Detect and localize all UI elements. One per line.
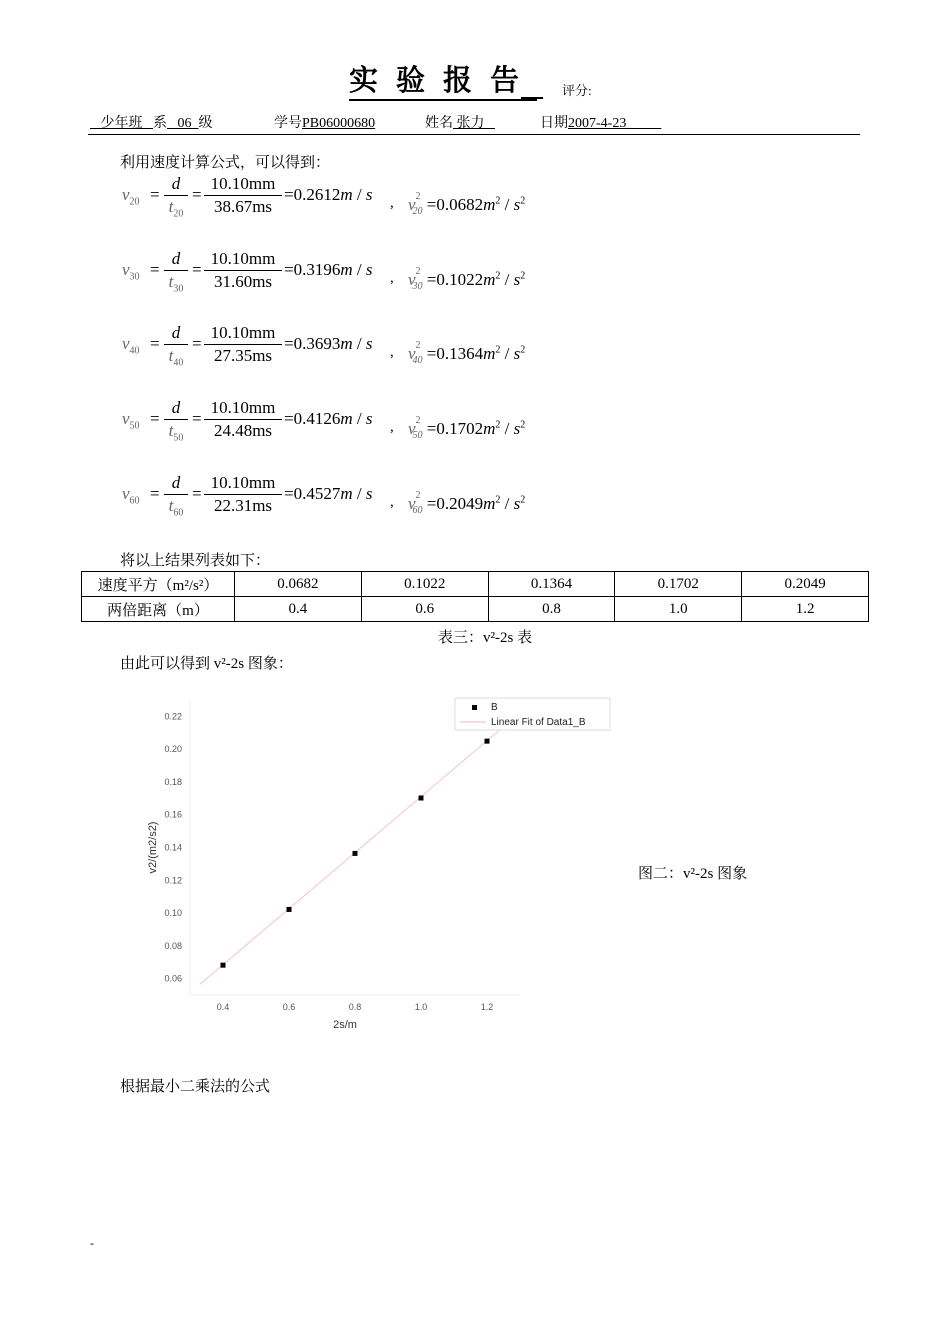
t-symbol: $t_{40}$ bbox=[164, 344, 188, 374]
d-over-t-fraction bbox=[164, 397, 188, 449]
name-field bbox=[425, 112, 495, 132]
measurement-fraction bbox=[204, 472, 282, 517]
measurement-fraction bbox=[204, 322, 282, 367]
legend-label-b: B bbox=[491, 702, 498, 713]
velocity-formula bbox=[120, 322, 560, 372]
table-caption: 表三：v²-2s 表 bbox=[438, 630, 533, 646]
date-label: 日期 bbox=[540, 116, 568, 131]
table-cell: 0.0682 bbox=[235, 572, 362, 597]
legend-marker-b bbox=[472, 705, 477, 710]
numerator: 10.10mm bbox=[210, 249, 276, 268]
denominator: 38.67ms bbox=[204, 195, 282, 218]
y-tick-label: 0.20 bbox=[164, 744, 182, 755]
numerator: 10.10mm bbox=[210, 398, 276, 417]
y-tick-label: 0.22 bbox=[164, 711, 182, 722]
comma: , bbox=[390, 270, 394, 286]
x-tick-label: 1.0 bbox=[414, 1002, 428, 1012]
graph-text: 由此可以得到 v²-2s 图象： bbox=[120, 656, 293, 672]
x-tick-label: 0.8 bbox=[348, 1002, 362, 1012]
d-symbol: d bbox=[171, 473, 181, 492]
velocity-squared-result: $v^2_{20} =0.0682m^2 / s^2$ bbox=[408, 191, 526, 217]
y-tick-label: 0.10 bbox=[164, 908, 182, 919]
dept-label: 系 bbox=[153, 116, 167, 131]
grade-label: 级 bbox=[198, 116, 213, 131]
velocity-symbol: $v_{30}$ bbox=[122, 260, 140, 283]
d-over-t-fraction bbox=[164, 248, 188, 300]
d-over-t-fraction bbox=[164, 173, 188, 225]
equals-sign: = bbox=[192, 185, 202, 204]
y-tick-label: 0.16 bbox=[164, 809, 182, 820]
grade-value: 06 bbox=[177, 116, 192, 131]
table-cell: 0.4 bbox=[235, 597, 362, 622]
velocity-result: =0.3693m / s bbox=[284, 334, 373, 353]
name-label: 姓名 bbox=[425, 116, 453, 131]
intro-text: 利用速度计算公式，可以得到： bbox=[120, 155, 331, 171]
footer-mark: - bbox=[90, 1236, 94, 1250]
velocity-squared-result: $v^2_{30} =0.1022m^2 / s^2$ bbox=[408, 266, 526, 292]
equals-sign: = bbox=[192, 484, 202, 503]
equals-sign: = bbox=[192, 260, 202, 279]
velocity-result: =0.3196m / s bbox=[284, 260, 373, 279]
x-tick-label: 1.2 bbox=[480, 1002, 494, 1012]
velocity-symbol: $v_{50}$ bbox=[122, 409, 140, 432]
x-tick-label: 0.4 bbox=[216, 1002, 230, 1012]
velocity-formula bbox=[120, 472, 560, 522]
d-symbol: d bbox=[171, 398, 181, 417]
equals-sign: = bbox=[150, 185, 160, 204]
t-symbol: $t_{30}$ bbox=[164, 270, 188, 300]
class-field bbox=[90, 112, 213, 132]
header-rule bbox=[88, 134, 860, 135]
velocity-symbol: $v_{20}$ bbox=[122, 185, 140, 208]
y-tick-label: 0.12 bbox=[164, 875, 182, 886]
student-id-value: PB06000680 bbox=[302, 116, 376, 131]
denominator: 31.60ms bbox=[204, 270, 282, 293]
results-table bbox=[81, 571, 869, 622]
comma: , bbox=[390, 195, 394, 211]
numerator: 10.10mm bbox=[210, 323, 276, 342]
velocity-formula bbox=[120, 397, 560, 447]
data-point bbox=[221, 963, 226, 968]
y-tick-label: 0.08 bbox=[164, 940, 182, 951]
y-axis-label: v2/(m2/s2) bbox=[147, 821, 159, 874]
table-cell: 0.1022 bbox=[361, 572, 488, 597]
x-axis-label: 2s/m bbox=[333, 1019, 357, 1031]
row-label-double-distance: 两倍距离（m） bbox=[82, 597, 235, 622]
equals-sign: = bbox=[150, 409, 160, 428]
figure-caption: 图二：v²-2s 图象 bbox=[638, 866, 748, 882]
table-row bbox=[82, 572, 869, 597]
report-title: 实验报告 bbox=[349, 64, 537, 101]
d-over-t-fraction bbox=[164, 322, 188, 374]
equals-sign: = bbox=[192, 409, 202, 428]
table-cell: 0.8 bbox=[488, 597, 615, 622]
least-squares-text: 根据最小二乘法的公式 bbox=[120, 1079, 271, 1095]
denominator: 24.48ms bbox=[204, 419, 282, 442]
table-row bbox=[82, 597, 869, 622]
numerator: 10.10mm bbox=[210, 174, 276, 193]
numerator: 10.10mm bbox=[210, 473, 276, 492]
table-cell: 1.2 bbox=[742, 597, 869, 622]
y-tick-label: 0.18 bbox=[164, 776, 182, 787]
data-point bbox=[353, 851, 358, 856]
equals-sign: = bbox=[192, 334, 202, 353]
velocity-squared-result: $v^2_{60} =0.2049m^2 / s^2$ bbox=[408, 490, 526, 516]
date-value: 2007-4-23 bbox=[568, 116, 627, 131]
velocity-result: =0.4126m / s bbox=[284, 409, 373, 428]
x-tick-label: 0.6 bbox=[282, 1002, 296, 1012]
t-symbol: $t_{20}$ bbox=[164, 195, 188, 225]
data-point bbox=[419, 796, 424, 801]
legend-label-fit: Linear Fit of Data1_B bbox=[491, 717, 586, 728]
data-point bbox=[485, 739, 490, 744]
y-tick-label: 0.14 bbox=[164, 842, 182, 853]
data-point bbox=[287, 907, 292, 912]
title-underline-ext bbox=[521, 97, 543, 99]
table-cell: 0.1702 bbox=[615, 572, 742, 597]
equals-sign: = bbox=[150, 260, 160, 279]
velocity-symbol: $v_{60}$ bbox=[122, 484, 140, 507]
student-id-label: 学号 bbox=[274, 116, 302, 131]
measurement-fraction bbox=[204, 248, 282, 293]
table-cell: 1.0 bbox=[615, 597, 742, 622]
d-symbol: d bbox=[171, 323, 181, 342]
velocity-formula bbox=[120, 248, 560, 298]
velocity-formula bbox=[120, 173, 560, 223]
score-label: 评分: bbox=[562, 83, 592, 98]
comma: , bbox=[390, 344, 394, 360]
t-symbol: $t_{50}$ bbox=[164, 419, 188, 449]
d-symbol: d bbox=[171, 249, 181, 268]
velocity-result: =0.2612m / s bbox=[284, 185, 373, 204]
denominator: 27.35ms bbox=[204, 344, 282, 367]
table-cell: 0.1364 bbox=[488, 572, 615, 597]
equals-sign: = bbox=[150, 334, 160, 353]
measurement-fraction bbox=[204, 397, 282, 442]
velocity-squared-result: $v^2_{50} =0.1702m^2 / s^2$ bbox=[408, 415, 526, 441]
y-tick-label: 0.06 bbox=[164, 973, 182, 984]
row-label-speed-squared: 速度平方（m²/s²） bbox=[82, 572, 235, 597]
equals-sign: = bbox=[150, 484, 160, 503]
velocity-squared-result: $v^2_{40} =0.1364m^2 / s^2$ bbox=[408, 340, 526, 366]
class-value: 少年班 bbox=[100, 116, 143, 131]
d-over-t-fraction bbox=[164, 472, 188, 524]
date-field bbox=[540, 112, 661, 132]
student-id-field bbox=[274, 112, 375, 132]
comma: , bbox=[390, 494, 394, 510]
table-cell: 0.6 bbox=[361, 597, 488, 622]
measurement-fraction bbox=[204, 173, 282, 218]
d-symbol: d bbox=[171, 174, 181, 193]
t-symbol: $t_{60}$ bbox=[164, 494, 188, 524]
v2-2s-chart bbox=[130, 690, 630, 1040]
velocity-symbol: $v_{40}$ bbox=[122, 334, 140, 357]
velocity-result: =0.4527m / s bbox=[284, 484, 373, 503]
table-cell: 0.2049 bbox=[742, 572, 869, 597]
name-value: 张力 bbox=[456, 116, 485, 131]
list-text: 将以上结果列表如下： bbox=[120, 553, 271, 569]
comma: , bbox=[390, 419, 394, 435]
denominator: 22.31ms bbox=[204, 494, 282, 517]
